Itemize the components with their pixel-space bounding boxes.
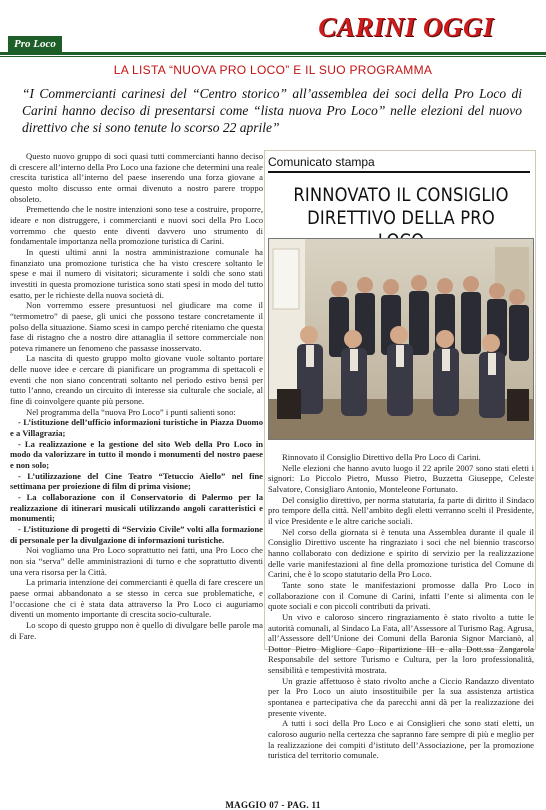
- article-headline: LA LISTA “NUOVA PRO LOCO” E IL SUO PROGRAMMA: [113, 63, 433, 77]
- header-rule: [0, 52, 546, 55]
- paragraph: Tante sono state le manifestazioni promosse dalla Pro Loco in collaborazione con il Comune di Carini, infatti l’ente si alimenta con le quote sociali e con piccoli contributi da privati.: [268, 579, 534, 612]
- section-tab: Pro Loco: [8, 36, 62, 52]
- paragraph: La nascita di questo gruppo molto giovane vuole soltanto portare delle nuove idee e cercare di pianificare un programma di spettacoli e eventi che non siano concentrati soltanto nel periodo estivo bensì per tutto l’anno, creando un circuito di interesse sia culturale che sociale, al fine di coinvolgere quante più persone.: [10, 353, 263, 407]
- paragraph: A tutti i soci della Pro Loco e ai Consiglieri che sono stati eletti, un caloroso augurio nella certezza che sapranno fare sempre di più e meglio per la realizzazione dei compiti d’istituto dell’Associazione, per la promozione turistica del territorio comunale.: [268, 718, 534, 761]
- paragraph: Rinnovato il Consiglio Direttivo della Pro Loco di Carini.: [282, 452, 481, 462]
- paragraph: In questi ultimi anni la nostra amministrazione comunale ha finanziato una promozione turistica che ha visto crescere soltanto le spese e mai il numero di visitatori; sicuramente i soldi che sono stati investiti in questa promozione turistica sono stati spesi in modo del tutto esatto, per le richieste della nuova società di.: [10, 246, 263, 300]
- header-rule-thin: [0, 56, 546, 57]
- paragraph: Un vivo e caloroso sincero ringraziamento è stato rivolto a tutte le autorità comunali, al Sindaco La Fata, all’Assessore al Turismo Rag. Agrusa, all’Assessore dell’Unione dei Comuni della Baronia Signor Marcianò, al Dottor Pietro Migliore Capo Ripartizione III e alla Dott.ssa Zangarola Responsabile del settore Turismo e Cultura, per la loro professionalità, sensibilità e tempestività mostrata.: [268, 611, 534, 676]
- press-release-title: RINNOVATO IL CONSIGLIO DIRETTIVO DELLA PRO: [293, 184, 509, 229]
- group-photo-image: [269, 239, 533, 439]
- press-release-label: Comunicato stampa: [268, 155, 375, 169]
- article-body: [10, 151, 263, 796]
- paragraph: Un grazie affettuoso è stato rivolto anche a Ciccio Randazzo diventato per la Pro Loco un aiuto insostituibile per la sua assistenza artistica spontanea e partecipativa che da parecchi anni dà per la realizzazione dei presente vivente.: [268, 675, 534, 718]
- press-release-body: [268, 452, 534, 774]
- publication-title: CARINI OGGI: [318, 12, 494, 42]
- press-release-rule: [268, 171, 530, 173]
- paragraph: - L’istituzione dell’ufficio informazioni turistiche in Piazza Duomo e a Villagrazia;: [10, 417, 263, 439]
- paragraph: Lo scopo di questo gruppo non è quello di divulgare belle parole ma di Fare.: [10, 619, 263, 641]
- paragraph: Non vorremmo essere presuntuosi nel giudicare ma come il “termometro” di paese, gli unici che possono testare concretamente il polso della situazione. Siamo scesi in campo perché riteniamo che questa fase di ristagno che a nostro dire attanaglia il settore commerciale non poteva rimanere un fenomeno che passasse inosservato.: [10, 300, 263, 353]
- paragraph: La primaria intenzione dei commercianti è quella di fare crescere un paese ormai abbandonato a se stesso in cerca sue problematiche, e l’occasione che ci è stata data attraverso la Pro Loco ci auguriamo diventi un momento importante di crescita socio-culturale.: [10, 577, 263, 620]
- paragraph: - L’utilizzazione del Cine Teatro “Tetuccio Aiello” nel fine settimana per proiezione di film di prima visione;: [10, 470, 263, 492]
- paragraph: Questo nuovo gruppo di soci quasi tutti commercianti hanno deciso di crescere all’interno della Pro Loco una fazione che determini una reale crescita turistica all’interno del paese inserendo una forza giovane a questo molto discusso ente ormai divenuto a nostro parere troppo obsoleto.: [10, 151, 263, 204]
- paragraph: - La collaborazione con il Conservatorio di Palermo per la realizzazione di itinerari musicali utilizzando angoli caratteristici e monumenti;: [10, 492, 263, 524]
- article-intro: “I Commercianti carinesi del “Centro storico” all’assemblea dei soci della Pro Loco di Carini hanno deciso di presentarsi come “lista nuova Pro Loco” nelle elezioni del nuovo direttivo che si sono tenute lo scorso 22 aprile”: [22, 86, 522, 135]
- paragraph: Noi vogliamo una Pro Loco soprattutto nei fatti, una Pro Loco che non sia “serva” delle amministrazioni di turno e che soprattutto diventi una vera risorsa per la Città.: [10, 545, 263, 577]
- paragraph: Del consiglio direttivo, per norma statutaria, fa parte di diritto il Sindaco pro tempore della città. Nell’ambito degli eletti verranno scelti il Presidente, il vice Presidente e le altre cariche sociali.: [268, 494, 534, 526]
- paragraph: Nel programma della “nuova Pro Loco” i punti salienti sono:: [26, 406, 236, 417]
- paragraph: Nelle elezioni che hanno avuto luogo il 22 aprile 2007 sono stati eletti i signori: Lo Piccolo Pietro, Musso Pietro, Buzzetta Giuseppe, Celeste Salvatore, Consigliaro Antonio, Monteleone Fortunato.: [268, 462, 534, 494]
- paragraph: Premettendo che le nostre intenzioni sono tese a costruire, proporre, ideare e non distruggere, i commercianti e nuovi soci della Pro Loco vorremmo che questo ente diventi davvero uno strumento di fondamentale importanza nella promozione turistica di Carini.: [10, 204, 263, 247]
- paragraph: - L’istituzione di progetti di “Servizio Civile” volti alla formazione di personale per la divulgazione di informazioni turistiche.: [10, 523, 263, 545]
- paragraph: - La realizzazione e la gestione del sito Web della Pro Loco in modo da valorizzare in tutto il mondo i monumenti del nostro paese e non solo;: [10, 438, 263, 471]
- paragraph: Nel corso della giornata si è tenuta una Assemblea durante il quale il Consiglio Direttivo uscente ha ringraziato i soci che nel biennio trascorso hanno collaborato con dedizione e spirito di servizio per la realizzazione delle varie manifestazioni al fine della promozione turistica del Comune di Carini, che è lo scopo statutario della Pro Loco.: [268, 526, 534, 580]
- group-photo: [268, 238, 534, 440]
- page-footer: MAGGIO 07 - PAG. 11: [225, 800, 321, 810]
- page-header: [0, 0, 546, 58]
